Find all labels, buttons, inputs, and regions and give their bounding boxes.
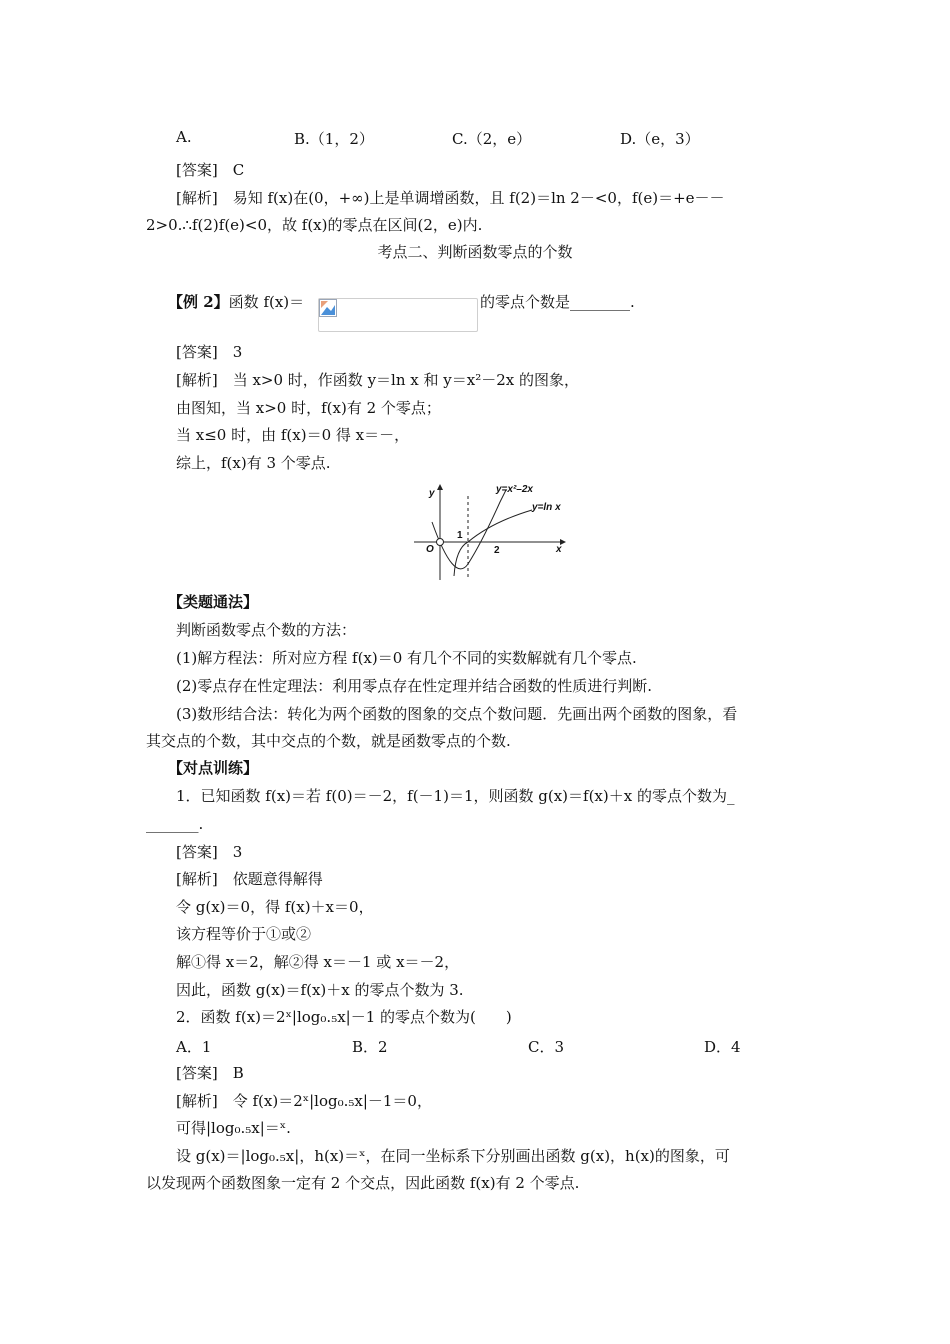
x-axis-label: x bbox=[556, 544, 562, 555]
explanation-line-continued: 以发现两个函数图象一定有 2 个交点，因此函数 f(x)有 2 个零点. bbox=[146, 1174, 580, 1192]
method-title: 【类题通法】 bbox=[168, 593, 259, 611]
function-graph-figure bbox=[410, 478, 570, 584]
example-stem-start: 函数 f(x)＝ bbox=[228, 293, 305, 311]
explanation-line: 可得|log₀.₅x|＝ˣ. bbox=[176, 1119, 291, 1137]
explanation-line: 由图知，当 x>0 时，f(x)有 2 个零点； bbox=[176, 399, 441, 417]
broken-image-icon bbox=[319, 299, 337, 317]
practice-question-1-blank: _______. bbox=[146, 815, 204, 833]
explanation-line: [解析] 易知 f(x)在(0，+∞)上是单调增函数，且 f(2)＝ln 2－<0，f(e)＝+e－－ bbox=[176, 189, 725, 207]
option-b: B.（1，2） bbox=[294, 130, 374, 148]
option-d: D．4 bbox=[704, 1038, 741, 1056]
explanation-line: 令 g(x)＝0，得 f(x)＋x＝0， bbox=[176, 898, 374, 916]
origin-label: O bbox=[426, 544, 434, 555]
explanation-line: 综上，f(x)有 3 个零点. bbox=[176, 454, 331, 472]
formula-image-placeholder bbox=[318, 298, 478, 332]
explanation-line: [解析] 当 x>0 时，作函数 y＝ln x 和 y＝x²－2x 的图象， bbox=[176, 371, 579, 389]
example-stem-end: 的零点个数是________. bbox=[480, 293, 635, 311]
method-item: (2)零点存在性定理法：利用零点存在性定理并结合函数的性质进行判断. bbox=[176, 677, 653, 695]
practice-question-2: 2．函数 f(x)＝2ˣ|log₀.₅x|－1 的零点个数为( ) bbox=[176, 1008, 512, 1026]
method-item-continued: 其交点的个数，其中交点的个数，就是函数零点的个数. bbox=[146, 732, 511, 750]
option-c: C．3 bbox=[528, 1038, 565, 1056]
answer-line: [答案] 3 bbox=[176, 843, 243, 861]
practice-question-1: 1．已知函数 f(x)＝若 f(0)＝－2，f(－1)＝1，则函数 g(x)＝f(x)＋x 的零点个数为_ bbox=[176, 787, 735, 805]
option-b: B．2 bbox=[352, 1038, 388, 1056]
explanation-line: [解析] 依题意得解得 bbox=[176, 870, 323, 888]
answer-line: [答案] C bbox=[176, 161, 245, 179]
option-c: C.（2，e） bbox=[452, 130, 532, 148]
explanation-line: [解析] 令 f(x)＝2ˣ|log₀.₅x|－1＝0， bbox=[176, 1092, 432, 1110]
answer-line: [答案] B bbox=[176, 1064, 244, 1082]
answer-line: [答案] 3 bbox=[176, 343, 243, 361]
tick-label-2: 2 bbox=[494, 545, 500, 556]
explanation-line: 2>0.∴f(2)f(e)<0，故 f(x)的零点在区间(2，e)内. bbox=[146, 216, 483, 234]
explanation-line: 因此，函数 g(x)＝f(x)＋x 的零点个数为 3. bbox=[176, 981, 464, 999]
origin-marker bbox=[437, 539, 444, 546]
explanation-line: 设 g(x)＝|log₀.₅x|，h(x)＝ˣ，在同一坐标系下分别画出函数 g(x)，h(x)的图象，可 bbox=[176, 1147, 730, 1165]
curve-label-log: y=ln x bbox=[532, 502, 561, 513]
option-a: A. bbox=[176, 128, 192, 146]
explanation-line: 解①得 x＝2，解②得 x＝－1 或 x＝－2， bbox=[176, 953, 460, 971]
example-label bbox=[168, 292, 304, 312]
example-number: 【例 2】 bbox=[168, 293, 229, 311]
method-item: (3)数形结合法：转化为两个函数的图象的交点个数问题．先画出两个函数的图象，看 bbox=[176, 705, 738, 723]
option-a: A．1 bbox=[176, 1038, 212, 1056]
explanation-line: 该方程等价于①或② bbox=[176, 925, 312, 943]
y-axis-label: y bbox=[429, 488, 435, 499]
option-d: D.（e，3） bbox=[620, 130, 700, 148]
practice-title: 【对点训练】 bbox=[168, 759, 259, 777]
explanation-line: 当 x≤0 时，由 f(x)＝0 得 x＝－， bbox=[176, 426, 410, 444]
curve-label-parabola: y=x²–2x bbox=[496, 484, 533, 495]
parabola-curve bbox=[432, 490, 506, 569]
section-title: 考点二、判断函数零点的个数 bbox=[377, 243, 573, 261]
tick-label-1: 1 bbox=[457, 530, 463, 541]
method-intro: 判断函数零点个数的方法： bbox=[176, 621, 357, 639]
method-item: (1)解方程法：所对应方程 f(x)＝0 有几个不同的实数解就有几个零点. bbox=[176, 649, 637, 667]
